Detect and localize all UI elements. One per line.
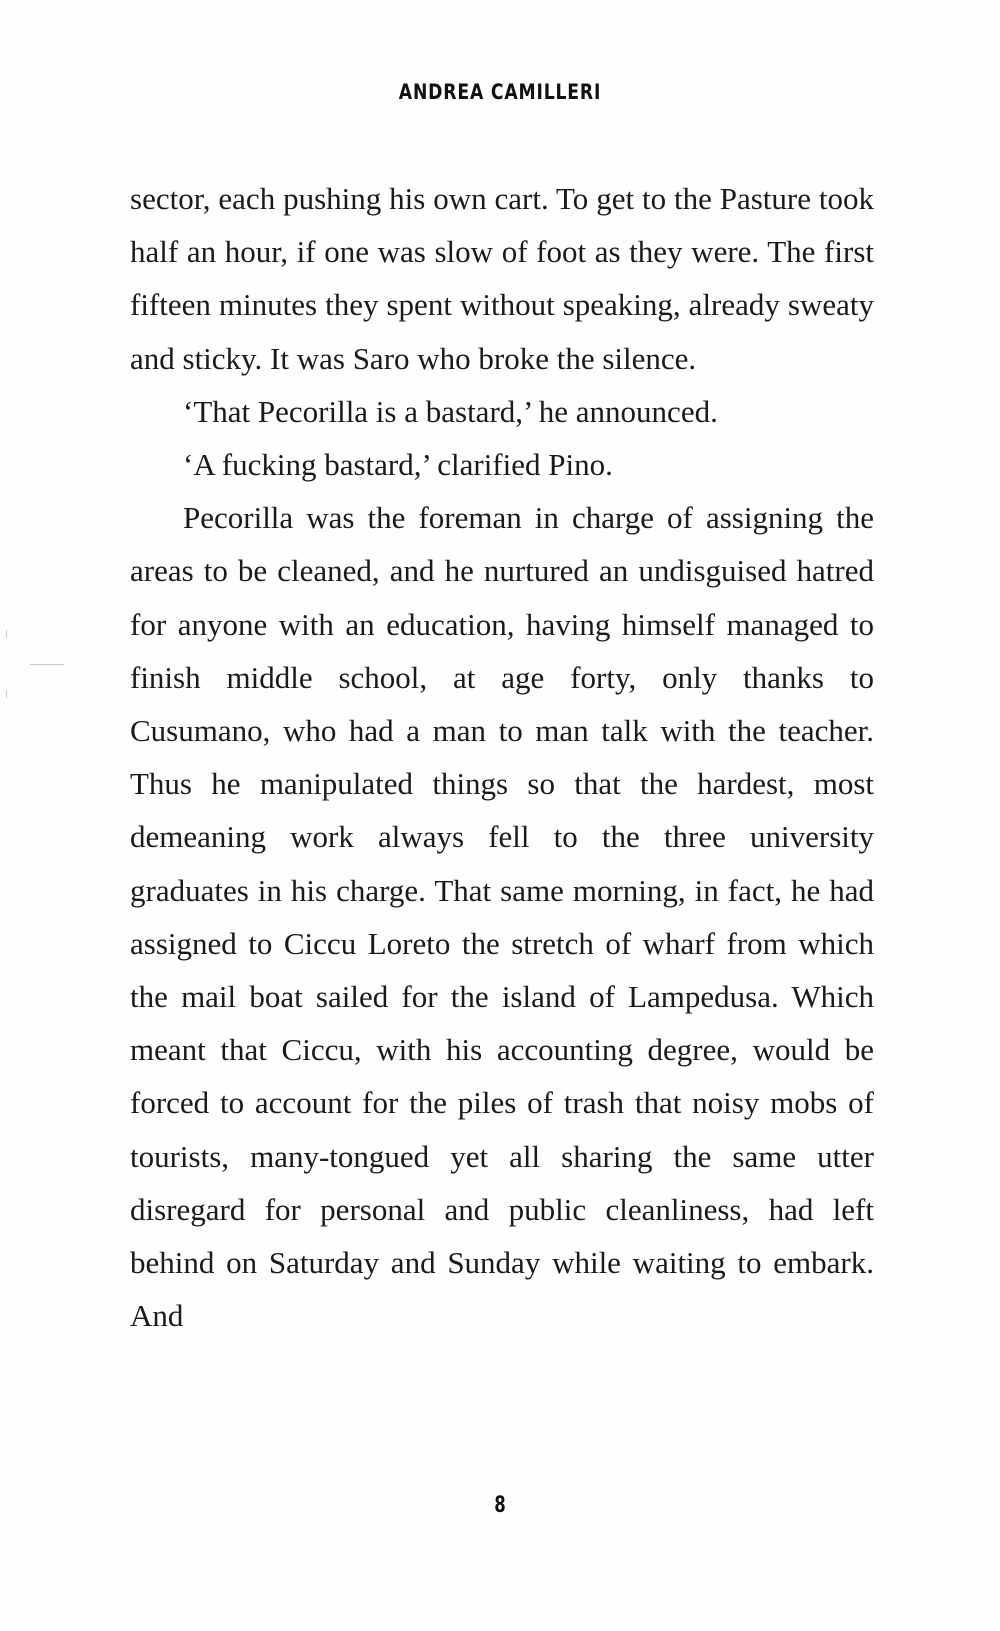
scan-artifact-mark xyxy=(6,630,7,638)
scan-artifact-mark xyxy=(30,664,64,665)
running-head-author: ANDREA CAMILLERI xyxy=(398,80,602,104)
paragraph-pecorilla: Pecorilla was the foreman in charge of assigning the areas to be cleaned, and he nurtured an undisguised hatred for anyone with an education, having himself managed to finish middle school, at age forty, only thanks to Cusumano, who had a man to man talk with the teacher. Thus he manipulated things so that the hardest, most demeaning work always fell to the three university graduates in his charge. That same morning, in fact, he had assigned to Ciccu Loreto the stretch of wharf from which the mail boat sailed for the island of Lampedusa. Which meant that Ciccu, with his accounting degree, would be forced to account for the piles of trash that noisy mobs of tourists, many-tongued yet all sharing the same utter disregard for personal and public cleanliness, had left behind on Saturday and Sunday while waiting to embark. And xyxy=(130,500,874,1334)
paragraph-continuation: sector, each pushing his own cart. To get to the Pasture took half an hour, if one was slow of foot as they were. The first fifteen minutes they spent without speaking, already sweaty and sticky. It was Saro who broke the silence. xyxy=(130,181,874,376)
page-number: 8 xyxy=(494,1493,506,1518)
paragraph-dialogue-pino: ‘A fucking bastard,’ clarified Pino. xyxy=(183,447,613,483)
scan-artifact-mark xyxy=(6,690,7,698)
body-text xyxy=(130,172,874,1342)
paragraph-dialogue-saro: ‘That Pecorilla is a bastard,’ he announced. xyxy=(183,393,718,429)
